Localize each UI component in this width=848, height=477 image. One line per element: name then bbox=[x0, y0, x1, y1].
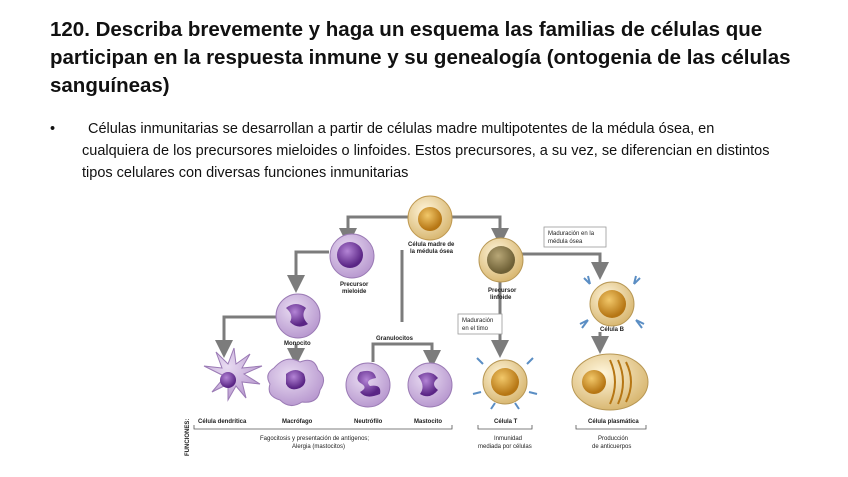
t-cell-label: Célula T bbox=[494, 419, 518, 425]
functions-label: FUNCIONES: bbox=[185, 418, 191, 456]
thymus-maturation-line1: Maduración bbox=[462, 318, 494, 324]
marrow-maturation-line1: Maduración en la bbox=[548, 231, 595, 237]
function-cellular-line2: mediada por células bbox=[478, 444, 532, 450]
plasma-cell bbox=[572, 354, 648, 410]
marrow-maturation-line2: médula ósea bbox=[548, 239, 583, 245]
slide-title: 120. Describa brevemente y haga un esquema las familias de células que participan en la respuesta inmune y su genealogía (ontogenia de las células sanguíneas) bbox=[50, 18, 791, 97]
stem-cell bbox=[408, 196, 452, 240]
lymphoid-precursor-label-2: linfoide bbox=[490, 295, 512, 301]
stem-cell-label-2: la médula ósea bbox=[410, 249, 454, 255]
b-cell-label: Célula B bbox=[600, 327, 625, 333]
monocyte-cell bbox=[276, 294, 320, 338]
b-cell bbox=[580, 276, 644, 328]
lymphoid-precursor-label-1: Precursor bbox=[488, 288, 517, 294]
neutrophil-cell bbox=[346, 363, 390, 407]
mast-cell bbox=[408, 363, 452, 407]
myeloid-precursor-label-2: mieloide bbox=[342, 289, 367, 295]
bullet-text: Células inmunitarias se desarrollan a partir de células madre multipotentes de la médula ósea, en cualquiera de los precursores mieloides o linfoides. Estos precursores, a su vez, se diferencian en distintos tipos celulares con diversas funciones inmunitarias bbox=[82, 121, 770, 181]
lymphoid-precursor-cell bbox=[479, 238, 523, 282]
marrow-maturation-box bbox=[544, 227, 606, 247]
function-antibodies-line2: de anticuerpos bbox=[592, 444, 632, 450]
bullet-dot: • bbox=[50, 121, 56, 137]
function-brackets bbox=[194, 425, 646, 429]
myeloid-precursor-cell bbox=[330, 234, 374, 278]
macrophage-label: Macrófago bbox=[282, 419, 313, 425]
function-cellular-line1: Inmunidad bbox=[494, 436, 523, 442]
dendritic-cell-label: Célula dendrítica bbox=[198, 419, 247, 425]
mast-cell-label: Mastocito bbox=[414, 419, 443, 425]
function-antibodies-line1: Producción bbox=[598, 436, 629, 442]
function-phagocytosis-line1: Fagocitosis y presentación de antígenos; bbox=[260, 436, 370, 442]
plasma-cell-label: Célula plasmática bbox=[588, 419, 639, 425]
dendritic-cell bbox=[204, 348, 262, 400]
t-cell bbox=[473, 358, 537, 409]
thymus-maturation-line2: en el timo bbox=[462, 326, 489, 332]
granulocytes-label: Granulocitos bbox=[376, 336, 414, 342]
myeloid-precursor-label-1: Precursor bbox=[340, 282, 369, 288]
macrophage-cell bbox=[268, 359, 324, 405]
monocyte-label: Monocito bbox=[284, 341, 311, 347]
immune-cell-genealogy-diagram bbox=[180, 192, 660, 464]
function-phagocytosis-line2: Alergia (mastocitos) bbox=[292, 444, 346, 450]
stem-cell-label-1: Célula madre de bbox=[408, 242, 455, 248]
thymus-maturation-box bbox=[458, 314, 502, 334]
neutrophil-label: Neutrófilo bbox=[354, 419, 383, 425]
